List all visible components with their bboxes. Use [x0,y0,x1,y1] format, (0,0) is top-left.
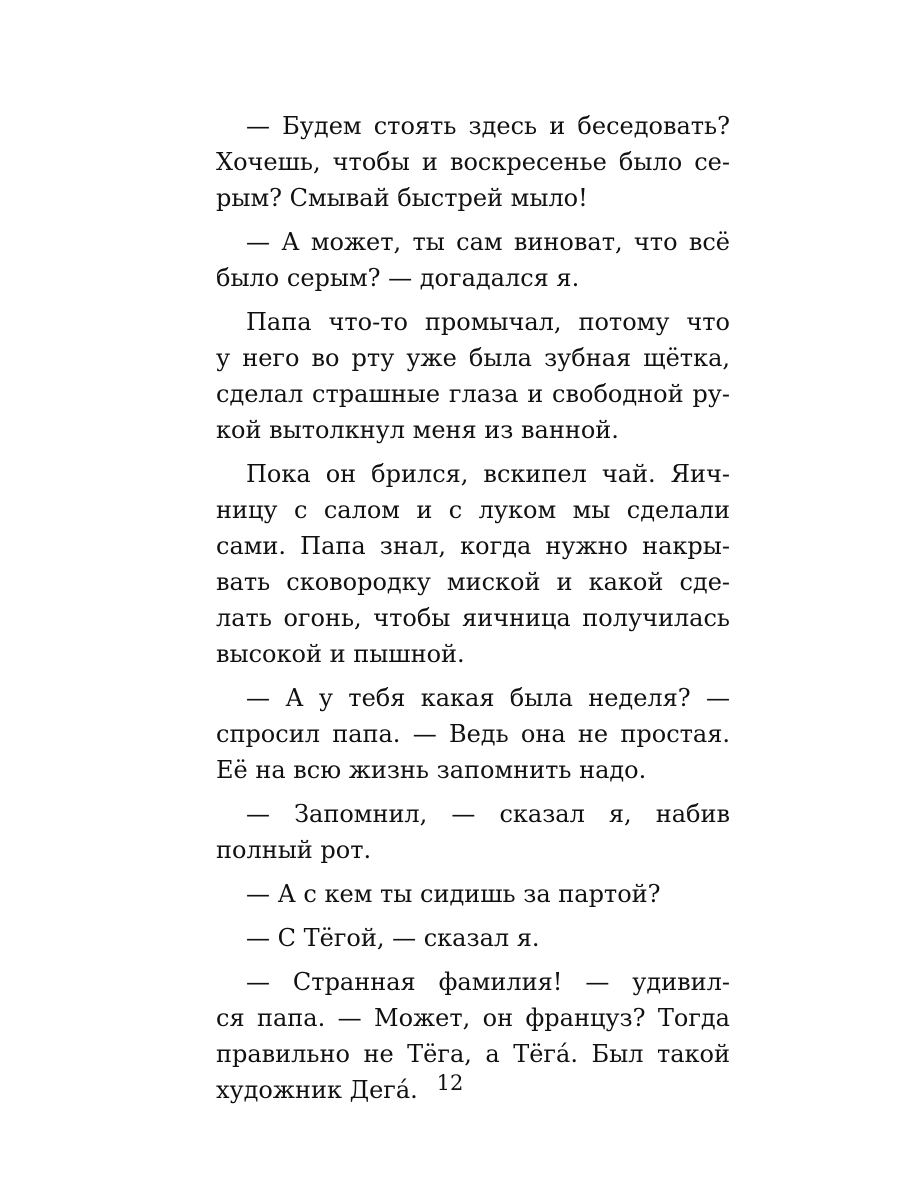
text-line: рым? Смывай быстрей мыло! [216,184,588,212]
text-line: кой вытолкнул меня из ванной. [216,416,619,444]
text-line: сами. Папа знал, когда нужно накры- [216,532,730,560]
text-line: Её на всю жизнь запомнить надо. [216,756,647,784]
text-line: у него во рту уже была зубная щётка, [216,344,730,372]
text-line: — С Тёгой, — сказал я. [246,924,540,952]
paragraph [216,680,730,788]
text-line: художник Дега́. [216,1076,418,1104]
paragraph [216,920,730,956]
text-line: — Странная фамилия! — удивил- [246,968,730,996]
text-line: — Будем стоять здесь и беседовать? [246,112,730,140]
paragraph [216,456,730,672]
body-text [216,108,730,1108]
text-line: ся папа. — Может, он француз? Тогда [216,1004,730,1032]
text-line: высокой и пышной. [216,640,465,668]
page-number: 12 [436,1071,464,1095]
paragraph [216,304,730,448]
text-line: — А может, ты сам виноват, что всё [246,228,730,256]
text-line: — А у тебя какая была неделя? — [246,684,730,712]
text-line: спросил папа. — Ведь она не простая. [216,720,730,748]
paragraph [216,224,730,296]
paragraph [216,108,730,216]
text-line: Папа что-то промычал, потому что [246,308,730,336]
text-line: ницу с салом и с луком мы сделали [216,496,730,524]
text-line: Пока он брился, вскипел чай. Яич- [246,460,730,488]
text-line: лать огонь, чтобы яичница получилась [216,604,730,632]
paragraph [216,876,730,912]
text-line: вать сковородку миской и какой сде- [216,568,730,596]
text-line: сделал страшные глаза и свободной ру- [216,380,730,408]
text-line: — А с кем ты сидишь за партой? [246,880,661,908]
text-line: Хочешь, чтобы и воскресенье было се- [216,148,730,176]
paragraph [216,796,730,868]
text-line: полный рот. [216,836,372,864]
text-line: правильно не Тёга, а Тёга́. Был такой [216,1040,730,1068]
text-line: было серым? — догадался я. [216,264,580,292]
text-line: — Запомнил, — сказал я, набив [246,800,730,828]
